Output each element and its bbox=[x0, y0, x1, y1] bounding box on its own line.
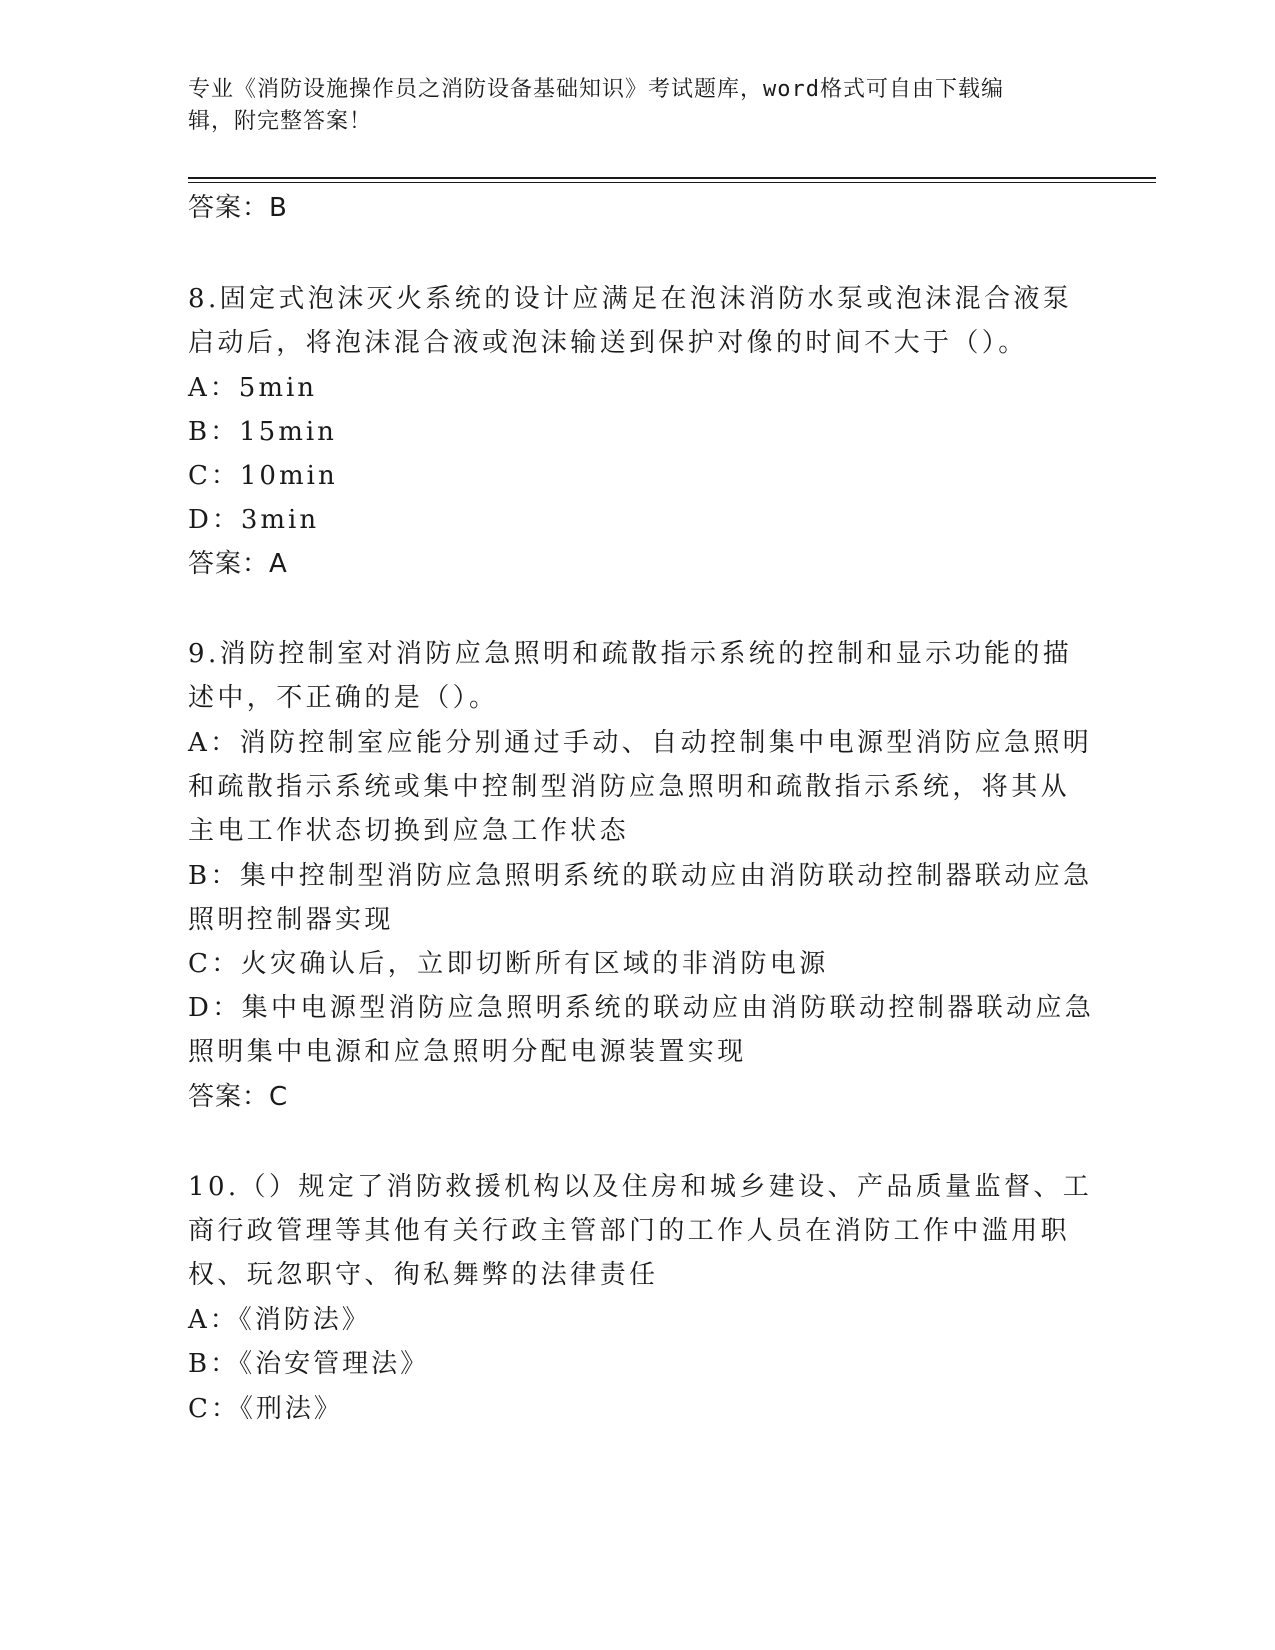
question-9-option-c: C：火灾确认后，立即切断所有区域的非消防电源 bbox=[188, 949, 829, 979]
question-8-option-a: A：5min bbox=[188, 373, 318, 403]
question-9-option-a-line-3: 主电工作状态切换到应急工作状态 bbox=[188, 816, 630, 846]
answer-previous: 答案：B bbox=[188, 193, 288, 223]
question-9-option-a-line-2: 和疏散指示系统或集中控制型消防应急照明和疏散指示系统，将其从 bbox=[188, 772, 1071, 802]
question-9-option-d-line-1: D：集中电源型消防应急照明系统的联动应由消防联动控制器联动应急 bbox=[188, 993, 1095, 1023]
header-line-1: 专业《消防设施操作员之消防设备基础知识》考试题库，word格式可自由下载编 bbox=[188, 77, 1004, 102]
question-10-line-3: 权、玩忽职守、徇私舞弊的法律责任 bbox=[188, 1260, 659, 1290]
question-10-line-2: 商行政管理等其他有关行政主管部门的工作人员在消防工作中滥用职 bbox=[188, 1216, 1071, 1246]
question-8-line-1: 8.固定式泡沫灭火系统的设计应满足在泡沫消防水泵或泡沫混合液泵 bbox=[188, 284, 1073, 314]
question-8-option-b: B：15min bbox=[188, 417, 337, 447]
question-9-option-d-line-2: 照明集中电源和应急照明分配电源装置实现 bbox=[188, 1037, 747, 1067]
question-9-line-2: 述中，不正确的是（）。 bbox=[188, 683, 499, 713]
question-9-line-1: 9.消防控制室对消防应急照明和疏散指示系统的控制和显示功能的描 bbox=[188, 639, 1073, 669]
header-rule-thick bbox=[188, 177, 1156, 179]
question-8-option-c: C：10min bbox=[188, 461, 338, 491]
question-10-option-c: C：《刑法》 bbox=[188, 1394, 343, 1424]
question-9-option-a-line-1: A：消防控制室应能分别通过手动、自动控制集中电源型消防应急照明 bbox=[188, 728, 1093, 758]
question-9-answer: 答案：C bbox=[188, 1082, 289, 1112]
question-8-answer: 答案：A bbox=[188, 549, 288, 579]
question-10-option-b: B：《治安管理法》 bbox=[188, 1349, 430, 1379]
document-header bbox=[188, 74, 1068, 138]
question-9-option-b-line-2: 照明控制器实现 bbox=[188, 905, 394, 935]
header-rule-thin bbox=[188, 182, 1156, 183]
header-line-2: 辑，附完整答案！ bbox=[188, 109, 373, 134]
question-10-line-1: 10.（）规定了消防救援机构以及住房和城乡建设、产品质量监督、工 bbox=[188, 1172, 1093, 1202]
question-8-line-2: 启动后，将泡沫混合液或泡沫输送到保护对像的时间不大于（）。 bbox=[188, 328, 1028, 358]
question-9-option-b-line-1: B：集中控制型消防应急照明系统的联动应由消防联动控制器联动应急 bbox=[188, 861, 1093, 891]
question-8-option-d: D：3min bbox=[188, 505, 320, 535]
question-10-option-a: A：《消防法》 bbox=[188, 1305, 371, 1335]
